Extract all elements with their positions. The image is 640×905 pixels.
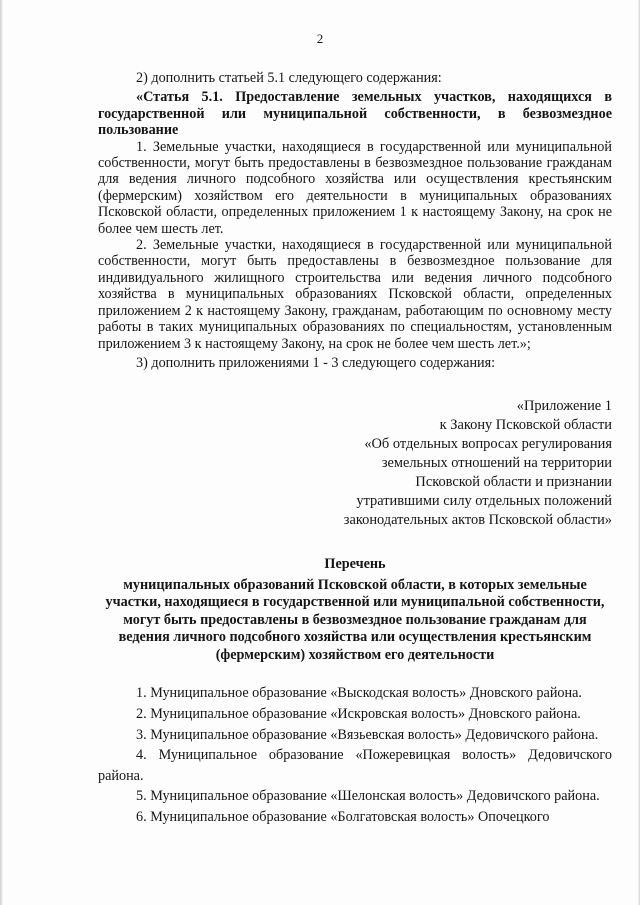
annex-header-line: утратившими силу отдельных положений xyxy=(356,493,612,510)
annex-header-line: Псковской области и признании xyxy=(415,474,612,491)
list-subtitle: муниципальных образований Псковской области, в которых земельные участки, находящиеся в государственной или муниципальной собственности, могут быть предоставлены в безвозмездное пользование гражданам для ведения личного подсобного хозяйства или осуществления крестьянским (фермерским) хозяйством его деятельности xyxy=(105,576,605,663)
list-item: 2. Муниципальное образование «Искровская волость» Дновского района. xyxy=(136,705,581,722)
annex-header xyxy=(98,397,612,530)
amendment-3-intro: 3) дополнить приложениями 1 - 3 следующего содержания: xyxy=(136,354,496,371)
annex-header-line: «Приложение 1 xyxy=(516,398,612,415)
article-5-1-paragraph-1: 1. Земельные участки, находящиеся в государственной или муниципальной собственности, могут быть предоставлены в безвозмездное пользование гражданам для ведения личного подсобного хозяйства или осуществления крестьянским (фермерским) хозяйством его деятельности в муниципальных образованиях Псковской области, определенных приложением 1 к настоящему Закону, на срок не более чем шесть лет. xyxy=(98,138,612,237)
list-item: 5. Муниципальное образование «Шелонская волость» Дедовичского района. xyxy=(136,788,600,805)
article-5-1-paragraph-2: 2. Земельные участки, находящиеся в государственной или муниципальной собственности, могут быть предоставлены в безвозмездное пользование для индивидуального жилищного строительства или ведения личного подсобного хозяйства в муниципальных образованиях Псковской области, определенных приложением 2 к настоящему Закону, гражданам, работающим по основному месту работы в таких муниципальных образованиях по специальностям, установленным приложением 3 к настоящему Закону, на срок не более чем шесть лет.»; xyxy=(98,237,612,352)
list-heading: Перечень xyxy=(324,556,386,573)
article-5-1-heading: «Статья 5.1. Предоставление земельных участков, находящихся в государственной или муниципальной собственности, в безвозмездное пользование xyxy=(98,89,612,139)
list-item: 1. Муниципальное образование «Выскодская волость» Дновского района. xyxy=(136,685,582,702)
annex-header-line: земельных отношений на территории xyxy=(381,455,612,472)
scan-edge-left xyxy=(0,0,3,905)
annex-header-line: «Об отдельных вопросах регулирования xyxy=(364,436,612,453)
amendment-2-intro: 2) дополнить статьей 5.1 следующего содержания: xyxy=(136,70,442,86)
list-item: 6. Муниципальное образование «Болгатовская волость» Опочецкого xyxy=(136,808,550,825)
document-body xyxy=(98,70,612,827)
municipalities-list xyxy=(98,683,612,827)
list-item: 3. Муниципальное образование «Вязьевская волость» Дедовичского района. xyxy=(136,726,599,743)
annex-header-line: законодательных актов Псковской области» xyxy=(343,512,612,529)
list-item: 4. Муниципальное образование «Пожеревицкая волость» Дедовичского района. xyxy=(98,747,612,784)
list-title-block xyxy=(98,556,612,664)
annex-header-line: к Закону Псковской области xyxy=(439,417,612,434)
page-number: 2 xyxy=(316,31,324,46)
